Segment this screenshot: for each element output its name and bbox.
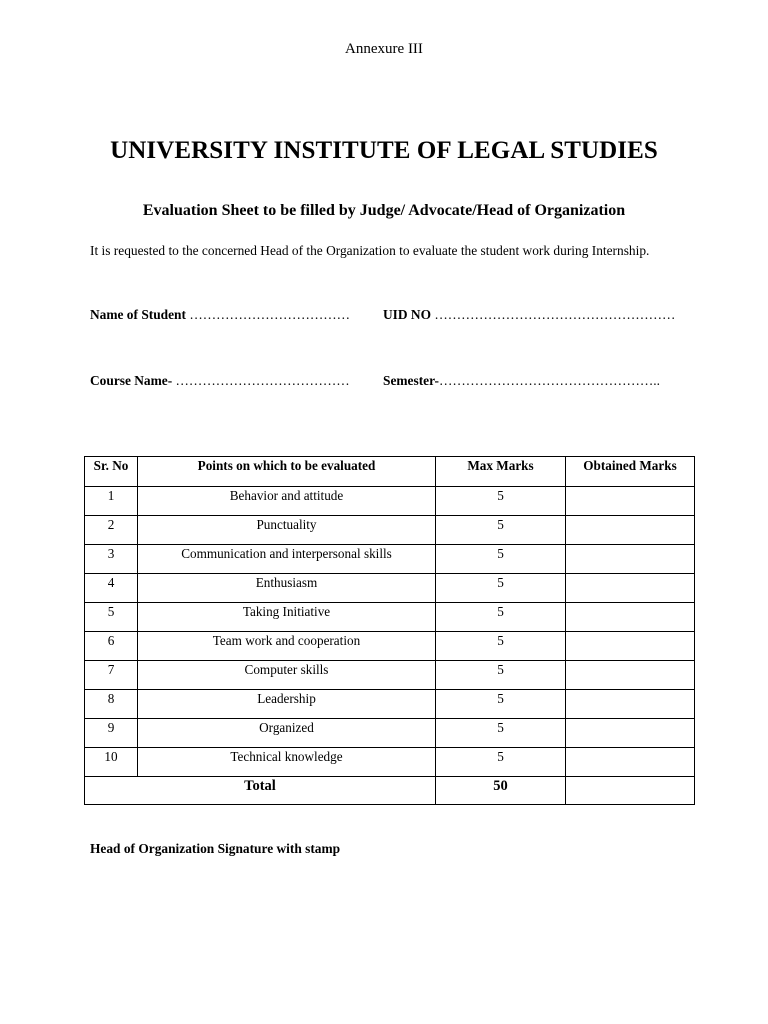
evaluation-point-cell: Taking Initiative: [138, 603, 436, 632]
max-marks-cell: 5: [436, 603, 566, 632]
obtained-marks-cell[interactable]: [566, 748, 695, 777]
sr-no-cell: 5: [85, 603, 138, 632]
table-row: [85, 574, 695, 603]
max-marks-cell: 5: [436, 632, 566, 661]
course-name-label: Course Name-: [90, 373, 176, 388]
sr-no-cell: 3: [85, 545, 138, 574]
max-marks-cell: 5: [436, 487, 566, 516]
obtained-marks-cell[interactable]: [566, 661, 695, 690]
table-row: [85, 516, 695, 545]
student-name-blank[interactable]: ………………………………: [189, 307, 350, 322]
max-marks-cell: 5: [436, 748, 566, 777]
student-name-field[interactable]: [90, 307, 350, 323]
sheet-subtitle: Evaluation Sheet to be filled by Judge/ Advocate/Head of Organization: [142, 202, 626, 219]
obtained-marks-cell[interactable]: [566, 545, 695, 574]
course-name-blank[interactable]: …………………………………: [175, 373, 350, 388]
uid-field[interactable]: [383, 307, 675, 323]
total-label-cell: Total: [85, 777, 436, 805]
evaluation-point-cell: Technical knowledge: [138, 748, 436, 777]
table-header-row: [85, 457, 695, 487]
sr-no-cell: 6: [85, 632, 138, 661]
sr-no-cell: 4: [85, 574, 138, 603]
evaluation-point-cell: Team work and cooperation: [138, 632, 436, 661]
evaluation-point-cell: Computer skills: [138, 661, 436, 690]
semester-field[interactable]: [383, 373, 660, 389]
max-marks-cell: 5: [436, 516, 566, 545]
total-max-marks-cell: 50: [436, 777, 566, 805]
table-row: [85, 748, 695, 777]
annexure-label: Annexure III: [345, 41, 423, 57]
evaluation-point-cell: Punctuality: [138, 516, 436, 545]
total-row: [85, 777, 695, 805]
sr-no-cell: 7: [85, 661, 138, 690]
sr-no-cell: 9: [85, 719, 138, 748]
evaluation-point-cell: Organized: [138, 719, 436, 748]
max-marks-cell: 5: [436, 690, 566, 719]
sr-no-cell: 10: [85, 748, 138, 777]
table-row: [85, 661, 695, 690]
total-obtained-marks-cell[interactable]: [566, 777, 695, 805]
obtained-marks-cell[interactable]: [566, 690, 695, 719]
evaluation-point-cell: Leadership: [138, 690, 436, 719]
obtained-marks-cell[interactable]: [566, 516, 695, 545]
request-text: It is requested to the concerned Head of the Organization to evaluate the student work during Internship.: [90, 243, 650, 258]
table-row: [85, 545, 695, 574]
table-row: [85, 690, 695, 719]
obtained-marks-cell[interactable]: [566, 574, 695, 603]
uid-label: UID NO: [383, 307, 435, 322]
evaluation-point-cell: Enthusiasm: [138, 574, 436, 603]
obtained-marks-cell[interactable]: [566, 719, 695, 748]
header-points: Points on which to be evaluated: [138, 457, 436, 487]
evaluation-table: [84, 456, 695, 805]
header-sr-no: Sr. No: [85, 457, 138, 487]
table-row: [85, 719, 695, 748]
evaluation-point-cell: Behavior and attitude: [138, 487, 436, 516]
table-row: [85, 603, 695, 632]
signature-label: Head of Organization Signature with stamp: [90, 841, 341, 856]
sr-no-cell: 1: [85, 487, 138, 516]
max-marks-cell: 5: [436, 574, 566, 603]
institute-title: UNIVERSITY INSTITUTE OF LEGAL STUDIES: [110, 137, 658, 164]
table-row: [85, 632, 695, 661]
uid-blank[interactable]: ………………………………………………: [434, 307, 676, 322]
obtained-marks-cell[interactable]: [566, 487, 695, 516]
obtained-marks-cell[interactable]: [566, 632, 695, 661]
max-marks-cell: 5: [436, 719, 566, 748]
evaluation-point-cell: Communication and interpersonal skills: [138, 545, 436, 574]
max-marks-cell: 5: [436, 545, 566, 574]
obtained-marks-cell[interactable]: [566, 603, 695, 632]
semester-blank[interactable]: …………………………………………..: [439, 373, 660, 388]
course-name-field[interactable]: [90, 373, 350, 389]
sr-no-cell: 2: [85, 516, 138, 545]
max-marks-cell: 5: [436, 661, 566, 690]
header-obtained-marks: Obtained Marks: [566, 457, 695, 487]
sr-no-cell: 8: [85, 690, 138, 719]
semester-label: Semester-: [383, 373, 440, 388]
student-name-label: Name of Student: [90, 307, 190, 322]
table-row: [85, 487, 695, 516]
header-max-marks: Max Marks: [436, 457, 566, 487]
